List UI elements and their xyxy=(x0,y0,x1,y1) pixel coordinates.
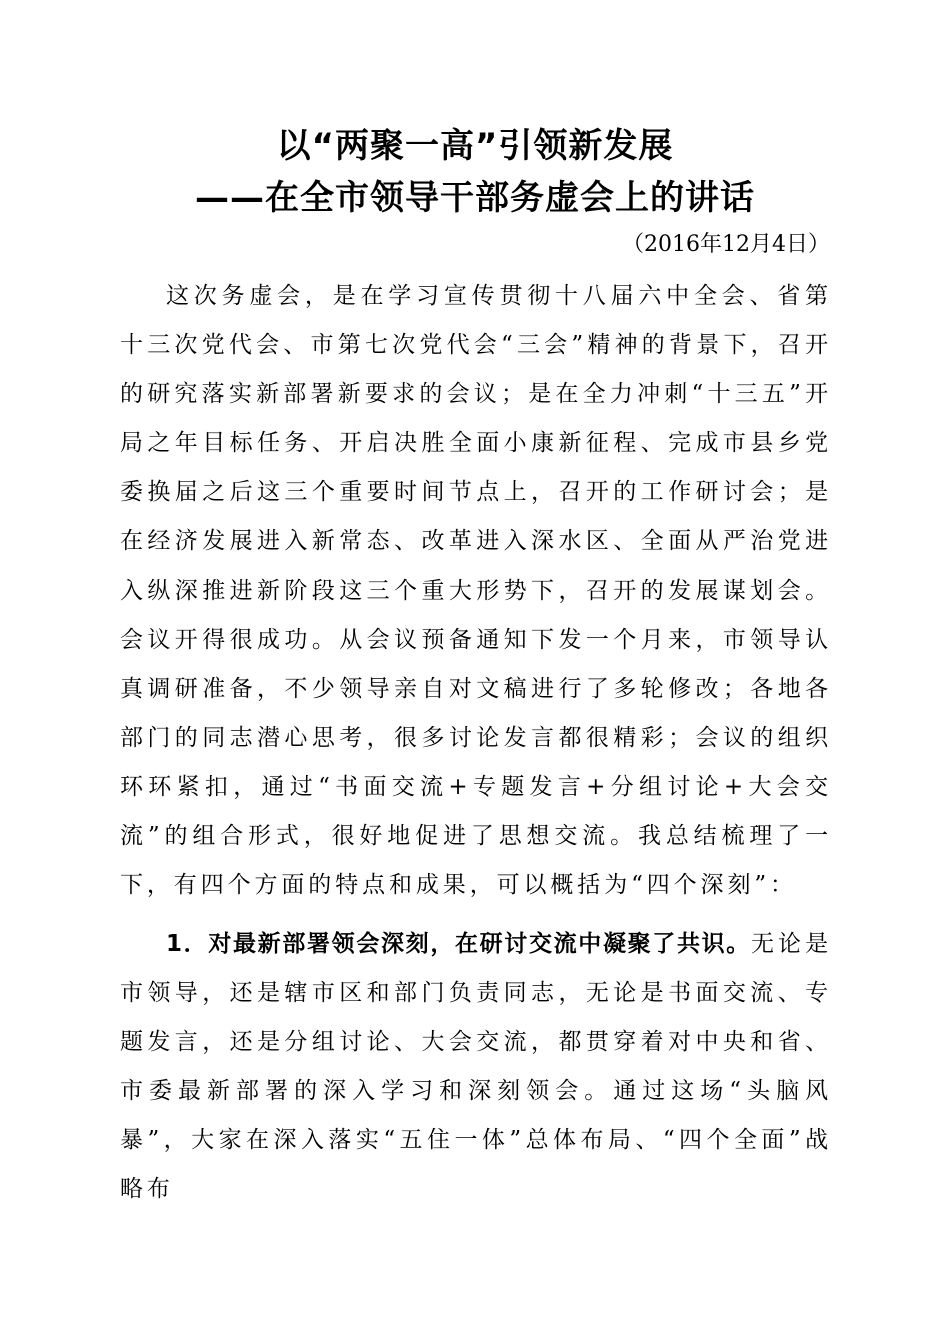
body-paragraph-point-1 xyxy=(120,920,832,1215)
document-subtitle: ——在全市领导干部务虚会上的讲话 xyxy=(195,178,755,218)
point-1-heading: 1．对最新部署领会深刻，在研讨交流中凝聚了共识。 xyxy=(166,931,751,957)
speech-date: （2016年12月4日） xyxy=(622,232,830,257)
document-title: 以“两聚一高”引领新发展 xyxy=(276,126,674,166)
point-1-body: 无论是市领导，还是辖市区和部门负责同志，无论是书面交流、专题发言，还是分组讨论、大会交流，都贯穿着对中央和省、市委最新部署的深入学习和深刻领会。通过这场“头脑风暴”，大家在深入落实“五住一体”总体布局、“四个全面”战略布 xyxy=(120,931,832,1203)
body-paragraph-intro: 这次务虚会，是在学习宣传贯彻十八届六中全会、省第十三次党代会、市第七次党代会“三会”精神的背景下，召开的研究落实新部署新要求的会议；是在全力冲刺“十三五”开局之年目标任务、开启决胜全面小康新征程、完成市县乡党委换届之后这三个重要时间节点上，召开的工作研讨会；是在经济发展进入新常态、改革进入深水区、全面从严治党进入纵深推进新阶段这三个重大形势下，召开的发展谋划会。会议开得很成功。从会议预备通知下发一个月来，市领导认真调研准备，不少领导亲自对文稿进行了多轮修改；各地各部门的同志潜心思考，很多讨论发言都很精彩；会议的组织环环紧扣，通过“书面交流+专题发言+分组讨论+大会交流”的组合形式，很好地促进了思想交流。我总结梳理了一下，有四个方面的特点和成果，可以概括为“四个深刻”： xyxy=(120,283,832,899)
